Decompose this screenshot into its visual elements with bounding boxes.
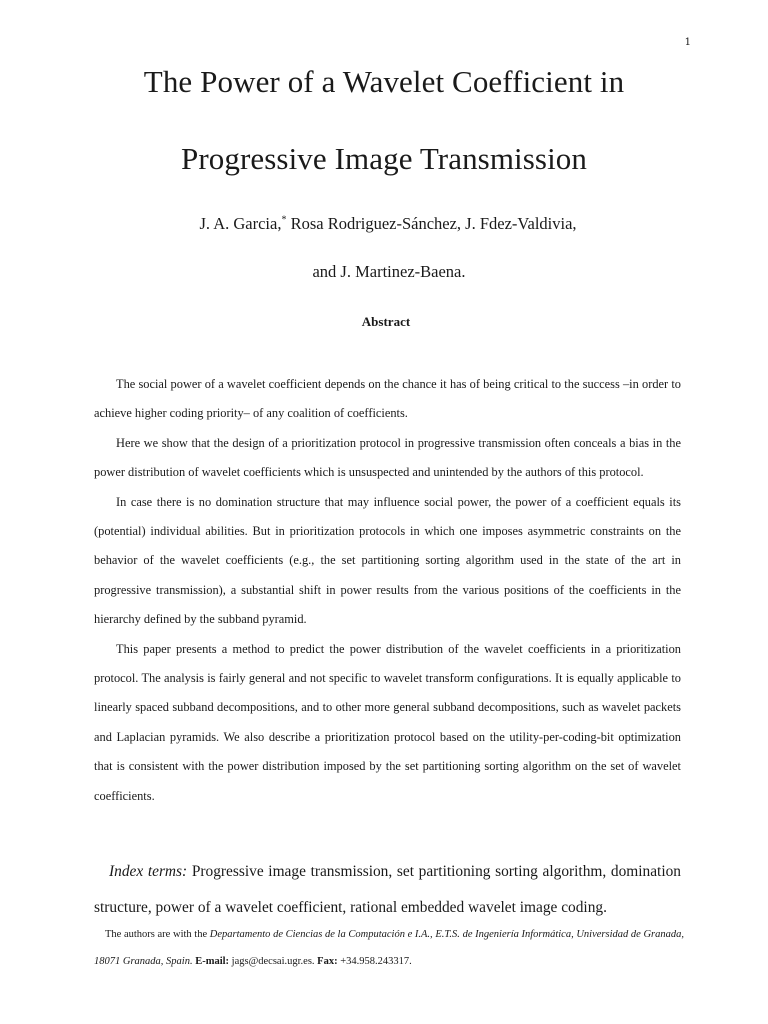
author-affiliation-footnote: [94, 921, 684, 975]
abstract-paragraph: The social power of a wavelet coefficient depends on the chance it has of being critical to the success –in order to achieve higher coding priority– of any coalition of coefficients.: [94, 377, 681, 421]
author-list-line-1: [4, 214, 768, 234]
footnote-fax-label: Fax:: [314, 956, 338, 967]
abstract-body: [94, 370, 681, 811]
footnote-email-label: E-mail:: [192, 956, 230, 967]
paper-title-line-1: The Power of a Wavelet Coefficient in: [143, 64, 625, 99]
page-number: 1: [684, 37, 691, 48]
index-terms: [94, 854, 681, 926]
paper-title-line-2: Progressive Image Transmission: [181, 141, 587, 176]
author-list-line-2: and J. Martinez-Baena.: [312, 262, 466, 281]
index-terms-text: Progressive image transmission, set partitioning sorting algorithm, domination structure, power of a wavelet coefficient, rational embedded wavelet image coding.: [94, 863, 681, 916]
footnote-fax: +34.958.243317.: [337, 956, 412, 967]
abstract-paragraph: This paper presents a method to predict the power distribution of the wavelet coefficients in a prioritization protocol. The analysis is fairly general and not specific to wavelet transform configurations. It is equally applicable to linearly spaced subband decompositions, and to other more general subband decompositions, such as wavelet packets and Laplacian pyramids. We also describe a prioritization protocol based on the utility-per-coding-bit optimization that is consistent with the power distribution imposed by the set partitioning sorting algorithm on the set of wavelet coefficients.: [94, 641, 681, 803]
index-terms-label: Index terms:: [109, 863, 188, 880]
abstract-paragraph: In case there is no domination structure that may influence social power, the power of a coefficient equals its (potential) individual abilities. But in prioritization protocols in which one imposes asymmetric constraints on the behavior of the wavelet coefficients (e.g., the set partitioning sorting algorithm used in the state of the art in progressive transmission), a substantial shift in power results from the various positions of the coefficients in the hierarchy defined by the subband pyramid.: [94, 494, 681, 627]
author-footnote-mark: *: [281, 214, 287, 226]
footnote-email: jags@decsai.ugr.es.: [229, 956, 315, 967]
footnote-affiliation: Departamento de Ciencias de la Computación e I.A., E.T.S. de Ingeniería Informática, Universidad de Granada, 18071 Granada, Spain.: [94, 929, 685, 967]
abstract-paragraph: Here we show that the design of a prioritization protocol in progressive transmission often conceals a bias in the power distribution of wavelet coefficients which is unsuspected and unintended by the authors of this protocol.: [94, 435, 681, 480]
author-names-part-1: J. A. Garcia,: [199, 214, 282, 233]
author-names-part-2: Rosa Rodriguez-Sánchez, J. Fdez-Valdivia,: [286, 214, 577, 233]
abstract-heading: Abstract: [361, 314, 411, 329]
footnote-intro: The authors are with the: [105, 929, 210, 940]
